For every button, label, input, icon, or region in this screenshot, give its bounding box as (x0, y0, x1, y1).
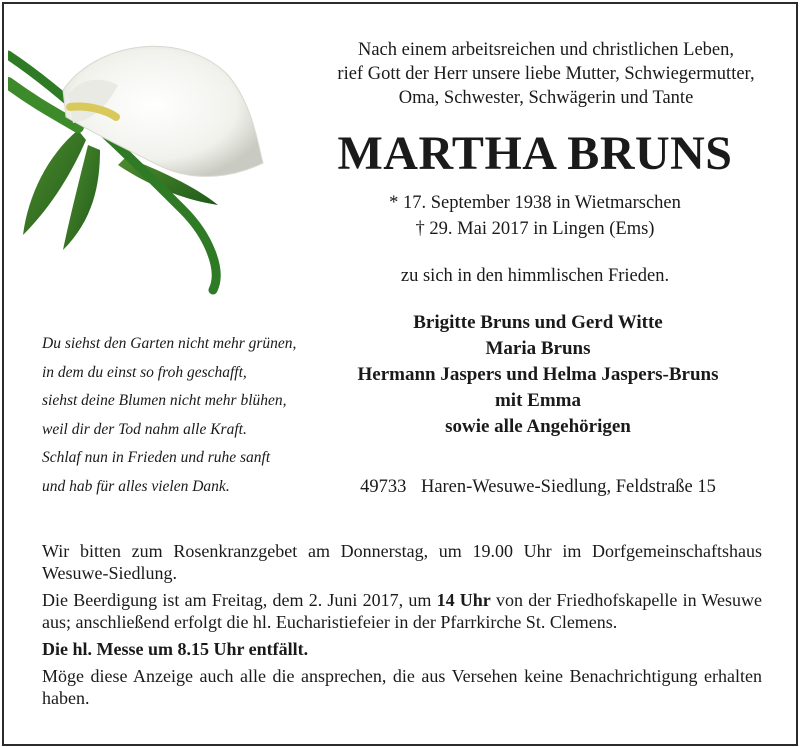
life-dates (300, 190, 770, 242)
deceased-name: MARTHA BRUNS (337, 127, 733, 180)
funeral-text-after: von der Friedhofskapelle in Wesuwe aus; anschließend erfolgt die hl. Eucharistiefeier in der Pfarrkirche St. Clemens. (42, 590, 763, 632)
funeral-text-before: Die Beerdigung ist am Freitag, dem 2. Juni 2017, um (42, 590, 437, 610)
poem (42, 330, 342, 501)
poem-line: Schlaf nun in Frieden und ruhe sanft (42, 449, 271, 466)
poem-line: Du siehst den Garten nicht mehr grünen, (42, 335, 297, 352)
intro-line: Nach einem arbeitsreichen und christlichen Leben, (357, 40, 734, 60)
birth-date: * 17. September 1938 in Wietmarschen (389, 193, 681, 213)
poem-line: weil dir der Tod nahm alle Kraft. (42, 420, 247, 438)
mass-notice: Die hl. Messe um 8.15 Uhr entfällt. (42, 639, 309, 659)
family-address (318, 477, 758, 498)
intro-line: rief Gott der Herr unsere liebe Mutter, Schwiegermutter, (337, 64, 755, 84)
family-list (318, 310, 758, 440)
address-place: Haren-Wesuwe-Siedlung, Feldstraße 15 (420, 477, 716, 497)
rosary-text: Wir bitten zum Rosenkranzgebet am Donnerstag, um 19.00 Uhr im Dorfgemeinschaftshaus Wesuwe-Siedlung. (42, 541, 762, 583)
intro-line: Oma, Schwester, Schwägerin und Tante (398, 88, 694, 108)
family-member: sowie alle Angehörigen (445, 416, 631, 437)
intro-text (300, 38, 792, 110)
address-zip: 49733 (360, 477, 407, 497)
family-member: mit Emma (494, 390, 581, 411)
calla-lily-icon (8, 35, 273, 295)
poem-line: in dem du einst so froh geschafft, (42, 363, 247, 381)
family-member: Brigitte Bruns und Gerd Witte (413, 312, 663, 333)
funeral-time: 14 Uhr (436, 590, 491, 610)
closing-text: Möge diese Anzeige auch alle die ansprechen, die aus Versehen keine Benachrichtigung erhalten haben. (42, 666, 762, 708)
poem-line: und hab für alles vielen Dank. (42, 477, 230, 495)
peace-line: zu sich in den himmlischen Frieden. (400, 266, 670, 286)
death-date: † 29. Mai 2017 in Lingen (Ems) (415, 219, 655, 239)
notice-body (42, 540, 762, 714)
family-member: Maria Bruns (485, 338, 591, 359)
family-member: Hermann Jaspers und Helma Jaspers-Bruns (357, 364, 719, 385)
poem-line: siehst deine Blumen nicht mehr blühen, (42, 392, 287, 409)
funeral-text (42, 589, 762, 633)
